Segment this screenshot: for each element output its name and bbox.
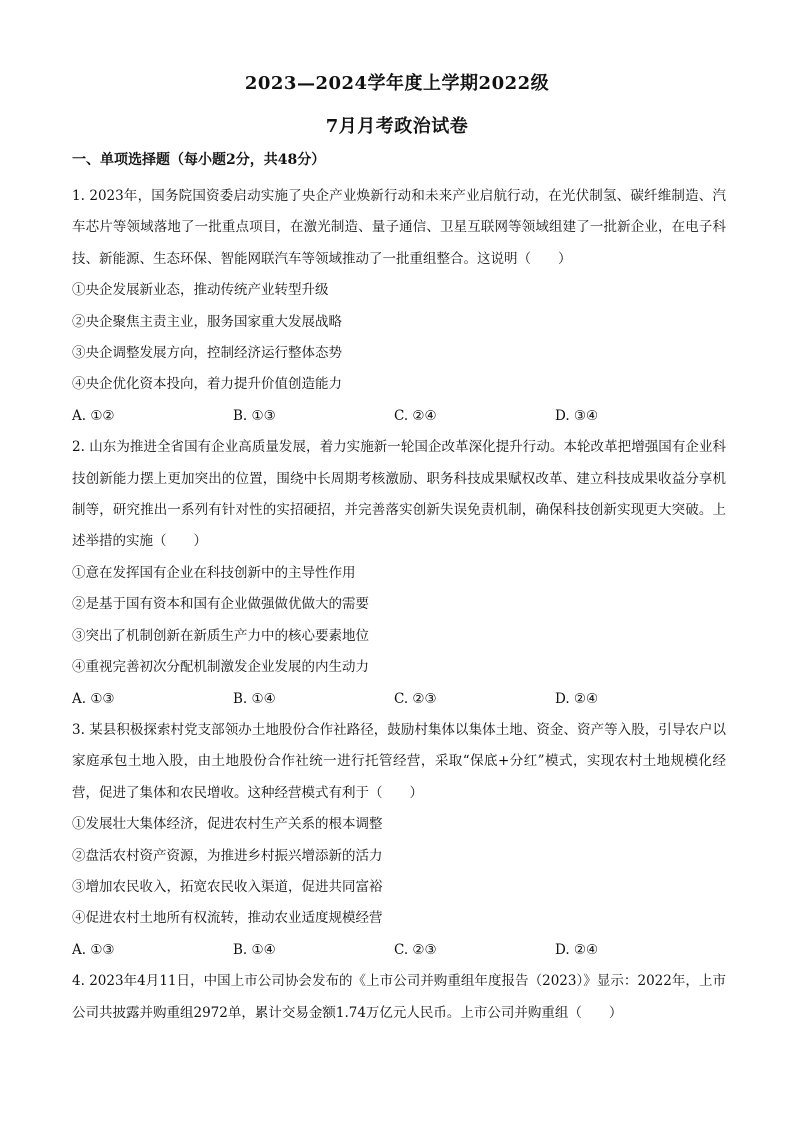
choice-c: C. ②③	[394, 690, 437, 707]
question-2	[72, 432, 726, 715]
choice-d: D. ②④	[555, 941, 599, 958]
statement: ②是基于国有资本和国有企业做强做优做大的需要	[72, 596, 369, 613]
choice-c: C. ②④	[394, 407, 437, 424]
exam-title: 2023—2024学年度上学期2022级	[244, 73, 550, 94]
statement: ③突出了机制创新在新质生产力中的核心要素地位	[72, 627, 369, 644]
choice-a: A. ①③	[72, 690, 115, 707]
exam-subtitle: 7月月考政治试卷	[325, 116, 469, 137]
statement: ④促进农村土地所有权流转，推动农业适度规模经营	[72, 910, 383, 927]
statement: ①央企发展新业态，推动传统产业转型升级	[72, 282, 329, 299]
choice-a: A. ①②	[72, 407, 115, 424]
choice-c: C. ②③	[394, 941, 437, 958]
statement: ④重视完善初次分配机制激发企业发展的内生动力	[72, 659, 369, 676]
statement: ③增加农民收入，拓宽农民收入渠道，促进共同富裕	[72, 878, 383, 895]
statement: ④央企优化资本投向，着力提升价值创造能力	[72, 376, 342, 393]
choice-d: D. ②④	[555, 690, 599, 707]
question-stem: 2. 山东为推进全省国有企业高质量发展，着力实施新一轮国企改革深化提升行动。本轮改革把增强国有企业科技创新能力摆上更加突出的位置，围绕中长周期考核激励、职务科技成果赋权改革、建立科技成果收益分享机制等，研究推出一系列有针对性的实招硬招，并完善落实创新失误免责机制，确保科技创新实现更大突破。上述举措的实施（ ）	[72, 439, 726, 550]
question-stem: 3. 某县积极探索村党支部领办土地股份合作社路径，鼓励村集体以集体土地、资金、资产等入股，引导农户以家庭承包土地入股，由土地股份合作社统一进行托管经营，采取“保底+分红”模式，实现农村土地规模化经营，促进了集体和农民增收。这种经营模式有利于（ ）	[72, 721, 726, 801]
answer-choices	[72, 935, 726, 966]
statement: ②央企聚焦主责主业，服务国家重大发展战略	[72, 313, 342, 330]
choice-b: B. ①③	[233, 407, 276, 424]
statement: ③央企调整发展方向，控制经济运行整体态势	[72, 345, 342, 362]
choice-b: B. ①④	[233, 690, 276, 707]
question-3	[72, 715, 726, 966]
answer-choices	[72, 401, 726, 432]
question-stem: 1. 2023年，国务院国资委启动实施了央企产业焕新行动和未来产业启航行动，在光伏制氢、碳纤维制造、汽车芯片等领域落地了一批重点项目，在激光制造、量子通信、卫星互联网等领域组建了一批新企业，在电子科技、新能源、生态环保、智能网联汽车等领域推动了一批重组整合。这说明（ ）	[72, 188, 726, 267]
choice-d: D. ③④	[555, 407, 599, 424]
question-1	[72, 181, 726, 432]
question-4	[72, 966, 726, 1029]
statement: ①意在发挥国有企业在科技创新中的主导性作用	[72, 564, 356, 581]
question-stem: 4. 2023年4月11日，中国上市公司协会发布的《上市公司并购重组年度报告（2023）》显示：2022年，上市公司共披露并购重组2972单，累计交易金额1.74万亿元人民币。上市公司并购重组（ ）	[72, 973, 726, 1021]
question-list	[72, 181, 726, 1029]
choice-b: B. ①④	[233, 941, 276, 958]
choice-a: A. ①③	[72, 941, 115, 958]
statement: ②盘活农村资产资源，为推进乡村振兴增添新的活力	[72, 847, 383, 864]
statement: ①发展壮大集体经济，促进农村生产关系的根本调整	[72, 816, 383, 833]
answer-choices	[72, 684, 726, 715]
section-heading: 一、单项选择题（每小题2分，共48分）	[72, 152, 326, 168]
